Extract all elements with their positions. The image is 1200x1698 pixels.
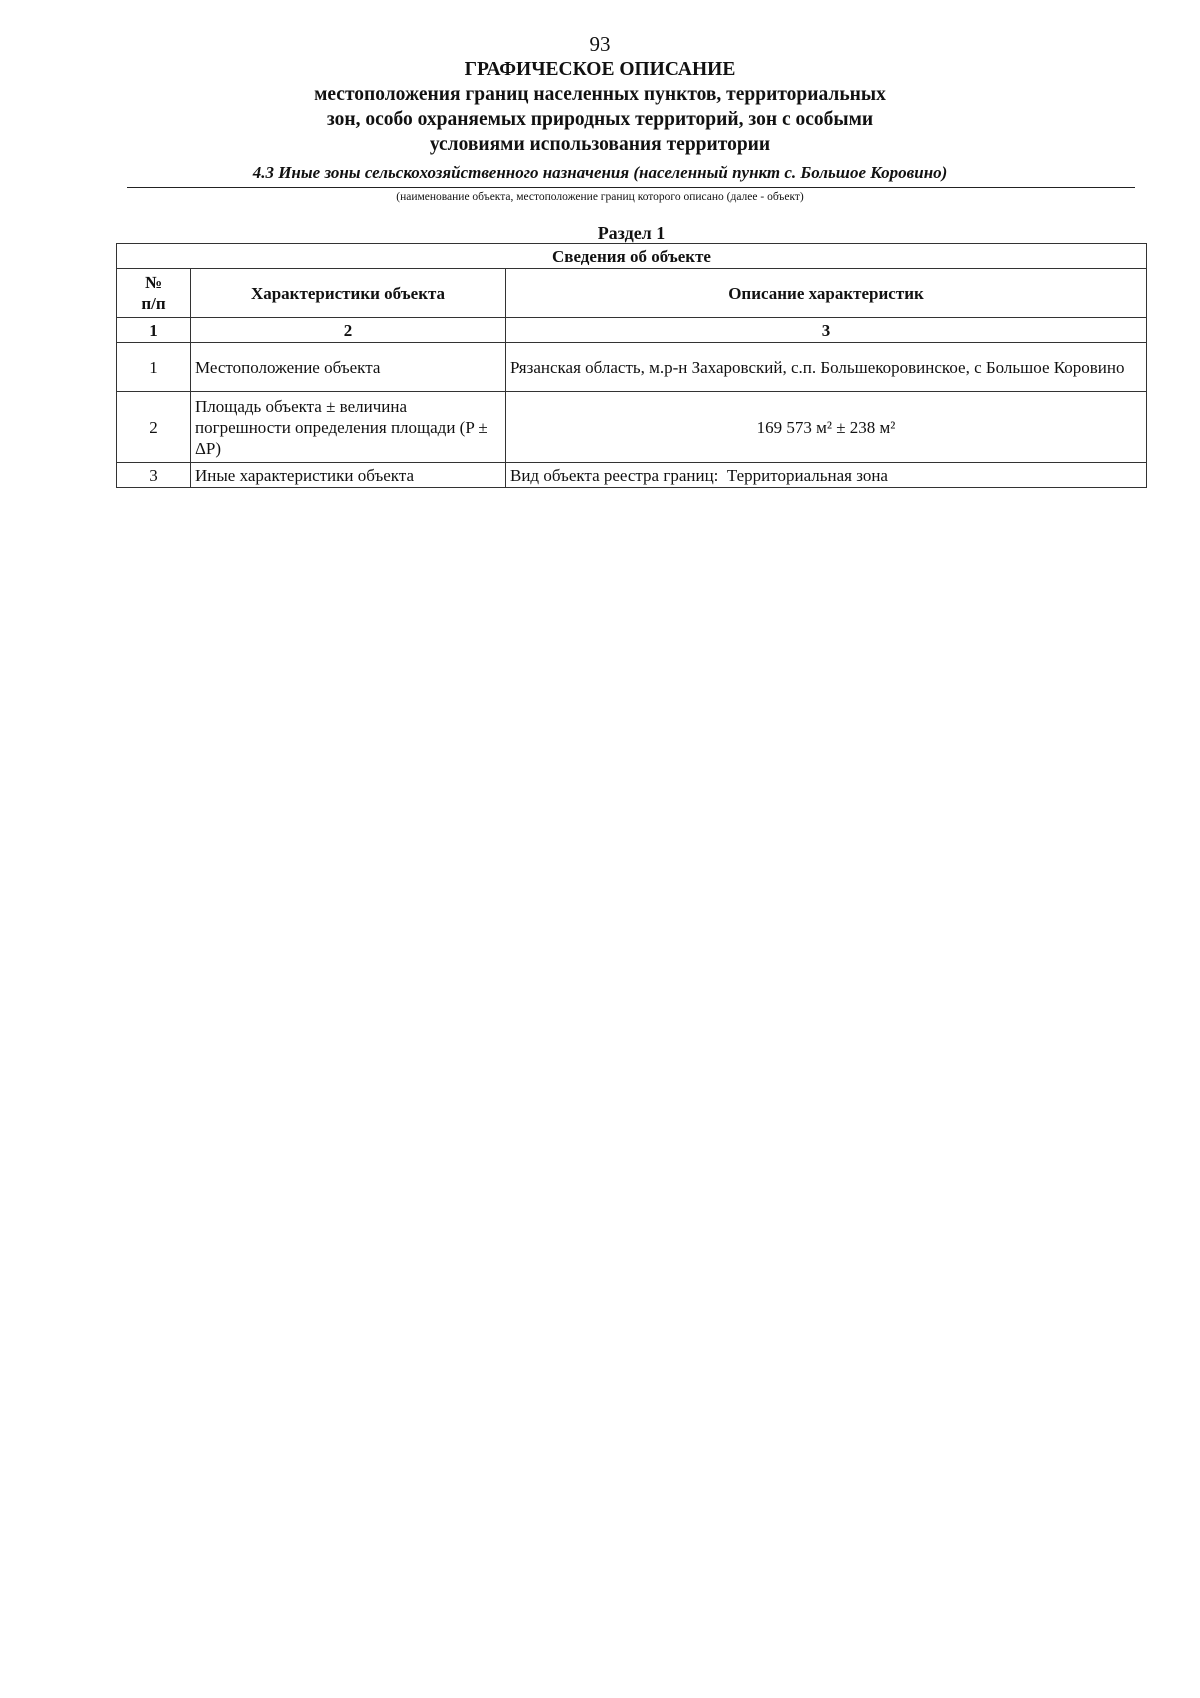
table-row [117, 463, 1147, 488]
title-line-4: условиями использования территории [429, 134, 771, 155]
table-caption: Сведения об объекте [117, 244, 1147, 269]
section-title: Раздел 1 [597, 223, 666, 243]
table-row [117, 392, 1147, 463]
object-name-caption: (наименование объекта, местоположение границ которого описано (далее - объект) [396, 191, 804, 203]
column-number-1: 1 [117, 318, 191, 343]
object-name-underline [127, 187, 1135, 188]
header-characteristic: Характеристики объекта [191, 269, 506, 318]
table-row [117, 343, 1147, 392]
column-number-row [117, 318, 1147, 343]
row-characteristic: Местоположение объекта [191, 343, 506, 392]
title-line-1: ГРАФИЧЕСКОЕ ОПИСАНИЕ [464, 59, 736, 80]
document-title [0, 57, 1200, 157]
page-number: 93 [589, 32, 611, 56]
row-description: Рязанская область, м.р-н Захаровский, с.п. Большекоровинское, с Большое Коровино [506, 343, 1147, 392]
row-characteristic: Площадь объекта ± величина погрешности определения площади (P ± ΔP) [191, 392, 506, 463]
column-number-3: 3 [506, 318, 1147, 343]
table-header-row [117, 269, 1147, 318]
table-caption-row [117, 244, 1147, 269]
row-description: 169 573 м² ± 238 м² [506, 392, 1147, 463]
column-number-2: 2 [191, 318, 506, 343]
row-num: 1 [117, 343, 191, 392]
header-description: Описание характеристик [506, 269, 1147, 318]
title-line-2: местоположения границ населенных пунктов, территориальных [314, 84, 886, 105]
row-num: 2 [117, 392, 191, 463]
object-info-table [116, 243, 1147, 488]
row-characteristic: Иные характеристики объекта [191, 463, 506, 488]
object-name: 4.3 Иные зоны сельскохозяйственного назначения (населенный пункт с. Большое Коровино) [252, 163, 948, 182]
row-description: Вид объекта реестра границ: Территориальная зона [506, 463, 1147, 488]
row-num: 3 [117, 463, 191, 488]
title-line-3: зон, особо охраняемых природных территорий, зон с особыми [326, 109, 874, 130]
header-num: № п/п [117, 269, 191, 318]
